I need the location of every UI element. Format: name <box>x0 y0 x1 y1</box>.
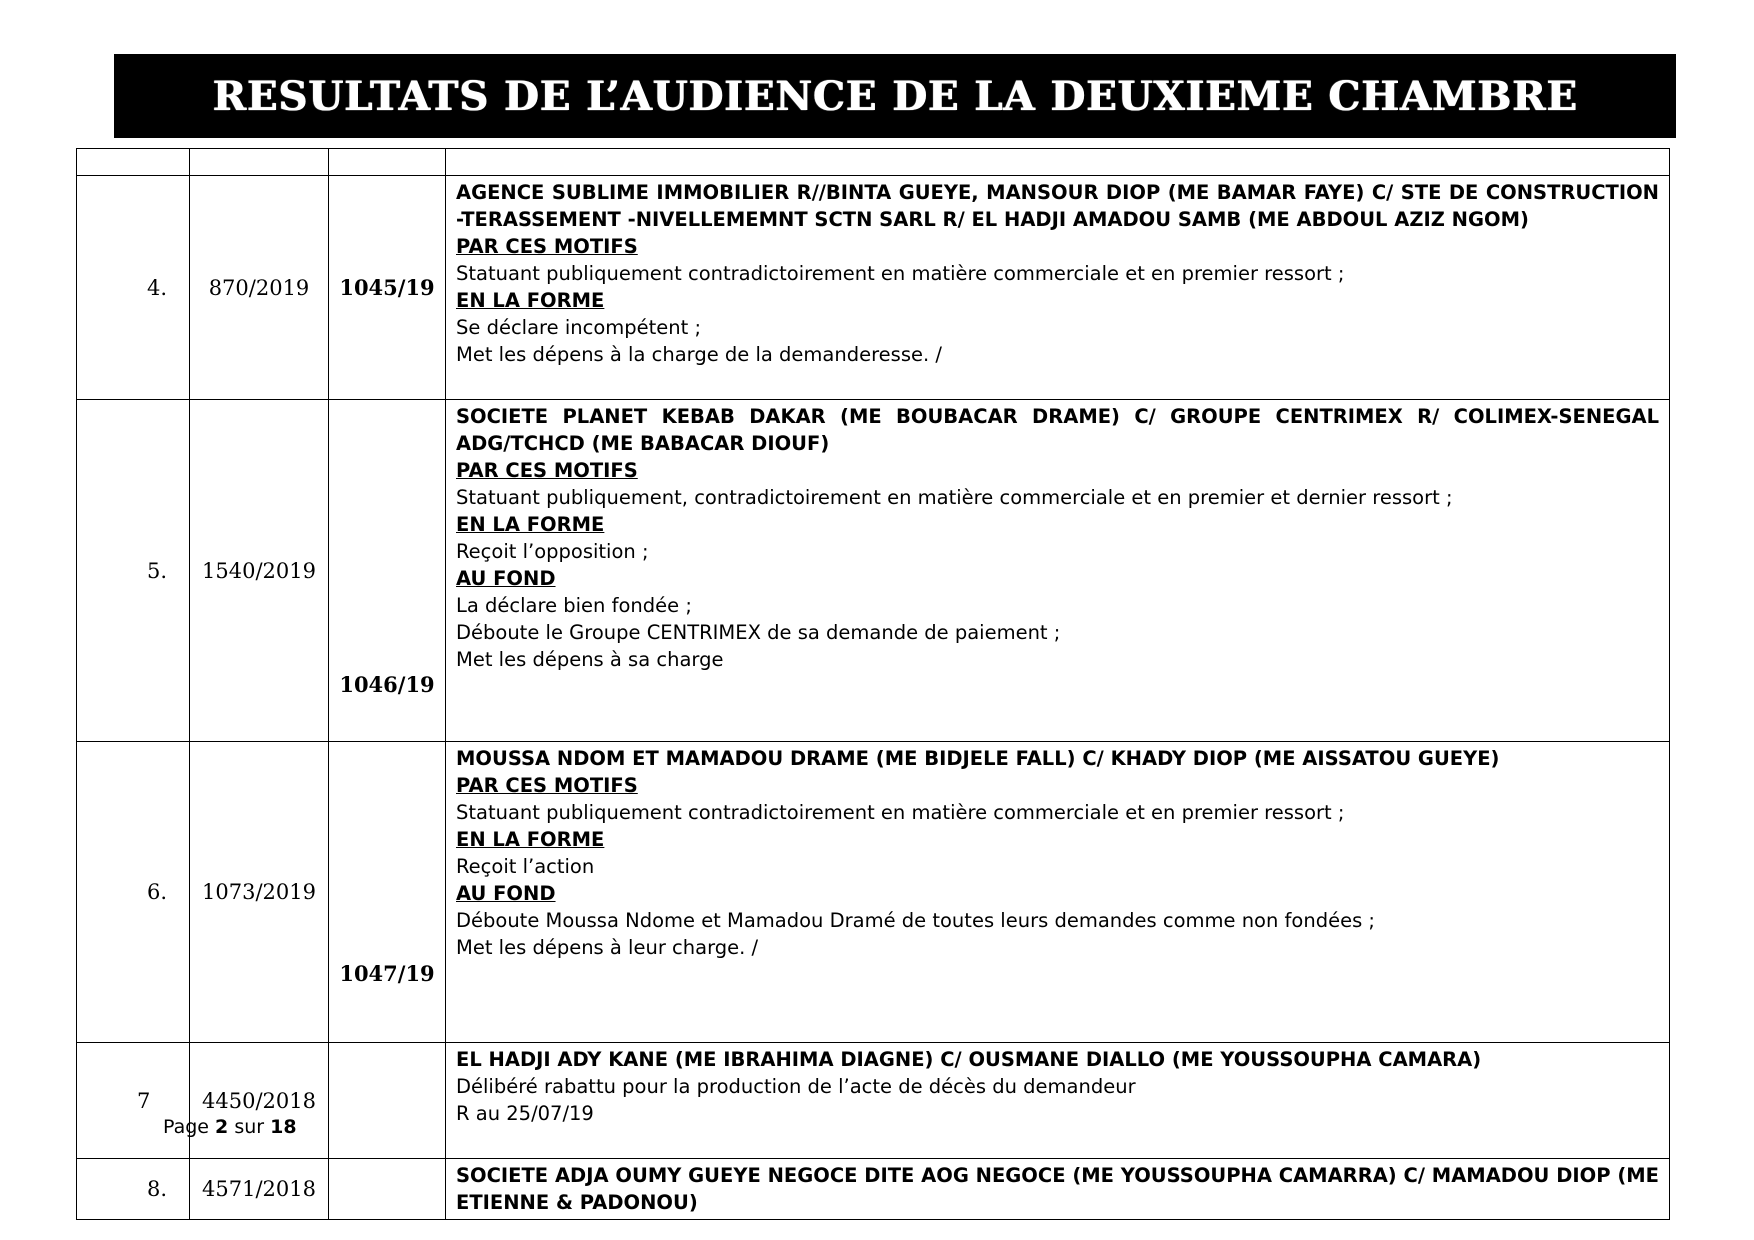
table-row <box>77 176 1670 400</box>
decision-number: 1045/19 <box>329 176 446 400</box>
header-cell <box>446 149 1670 176</box>
ruling-line: Met les dépens à la charge de la demanderesse. / <box>456 343 942 366</box>
ruling-line: Statuant publiquement contradictoirement en matière commerciale et en premier ressort ; <box>456 262 1345 285</box>
row-number: 5. <box>77 400 190 742</box>
footer-total-pages: 18 <box>270 1116 297 1138</box>
ruling-line: Déboute le Groupe CENTRIMEX de sa demande de paiement ; <box>456 621 1061 644</box>
case-details <box>446 400 1670 742</box>
case-details <box>446 1159 1670 1220</box>
ruling-line: Délibéré rabattu pour la production de l’acte de décès du demandeur <box>456 1075 1136 1098</box>
case-details <box>446 176 1670 400</box>
footer-current-page: 2 <box>215 1116 229 1138</box>
ruling-line: R au 25/07/19 <box>456 1102 594 1125</box>
results-table <box>76 148 1670 1220</box>
decision-number: 1046/19 <box>329 400 446 742</box>
table-row <box>77 400 1670 742</box>
case-parties: AGENCE SUBLIME IMMOBILIER R//BINTA GUEYE, MANSOUR DIOP (ME BAMAR FAYE) C/ STE DE CONSTRUCTION -TERASSEMENT -NIVELLEMEMNT SCTN SARL R/ EL HADJI AMADOU SAMB (ME ABDOUL AZIZ NGOM) <box>456 181 1659 231</box>
section-heading: PAR CES MOTIFS <box>456 774 638 797</box>
decision-number: 1047/19 <box>329 742 446 1043</box>
ruling-line: Met les dépens à leur charge. / <box>456 936 759 959</box>
rg-number: 4571/2018 <box>190 1159 329 1220</box>
row-number: 4. <box>77 176 190 400</box>
section-heading: PAR CES MOTIFS <box>456 459 638 482</box>
ruling-line: Statuant publiquement, contradictoirement en matière commerciale et en premier et dernier ressort ; <box>456 486 1453 509</box>
page-title: RESULTATS DE L’AUDIENCE DE LA DEUXIEME CHAMBRE <box>212 72 1578 120</box>
section-heading: EN LA FORME <box>456 513 605 536</box>
case-parties: MOUSSA NDOM ET MAMADOU DRAME (ME BIDJELE FALL) C/ KHADY DIOP (ME AISSATOU GUEYE) <box>456 747 1500 770</box>
rg-number: 4450/2018 <box>190 1043 329 1159</box>
row-number: 8. <box>77 1159 190 1220</box>
ruling-line: Met les dépens à sa charge <box>456 648 724 671</box>
page-footer <box>163 1116 297 1138</box>
section-heading: PAR CES MOTIFS <box>456 235 638 258</box>
case-parties: SOCIETE ADJA OUMY GUEYE NEGOCE DITE AOG NEGOCE (ME YOUSSOUPHA CAMARRA) C/ MAMADOU DIOP (ME ETIENNE & PADONOU) <box>456 1164 1659 1214</box>
case-details <box>446 742 1670 1043</box>
footer-middle: sur <box>234 1116 265 1138</box>
row-number: 6. <box>77 742 190 1043</box>
row-number: 7 <box>77 1043 190 1159</box>
table-row <box>77 1043 1670 1159</box>
decision-number <box>329 1043 446 1159</box>
rg-number: 870/2019 <box>190 176 329 400</box>
table-row <box>77 742 1670 1043</box>
ruling-line: La déclare bien fondée ; <box>456 594 692 617</box>
ruling-line: Reçoit l’action <box>456 855 595 878</box>
section-heading: EN LA FORME <box>456 828 605 851</box>
footer-prefix: Page <box>163 1116 209 1138</box>
section-heading: AU FOND <box>456 882 556 905</box>
header-cell <box>329 149 446 176</box>
section-heading: EN LA FORME <box>456 289 605 312</box>
ruling-line: Déboute Moussa Ndome et Mamadou Dramé de toutes leurs demandes comme non fondées ; <box>456 909 1375 932</box>
header-cell <box>190 149 329 176</box>
table-row <box>77 1159 1670 1220</box>
ruling-line: Statuant publiquement contradictoirement en matière commerciale et en premier ressort ; <box>456 801 1345 824</box>
ruling-line: Se déclare incompétent ; <box>456 316 702 339</box>
table-header-row <box>77 149 1670 176</box>
case-details <box>446 1043 1670 1159</box>
case-parties: SOCIETE PLANET KEBAB DAKAR (ME BOUBACAR DRAME) C/ GROUPE CENTRIMEX R/ COLIMEX-SENEGAL ADG/TCHCD (ME BABACAR DIOUF) <box>456 405 1659 455</box>
section-heading: AU FOND <box>456 567 556 590</box>
decision-number <box>329 1159 446 1220</box>
header-cell <box>77 149 190 176</box>
case-parties: EL HADJI ADY KANE (ME IBRAHIMA DIAGNE) C/ OUSMANE DIALLO (ME YOUSSOUPHA CAMARA) <box>456 1048 1482 1071</box>
ruling-line: Reçoit l’opposition ; <box>456 540 649 563</box>
rg-number: 1540/2019 <box>190 400 329 742</box>
rg-number: 1073/2019 <box>190 742 329 1043</box>
page-banner <box>114 54 1676 138</box>
